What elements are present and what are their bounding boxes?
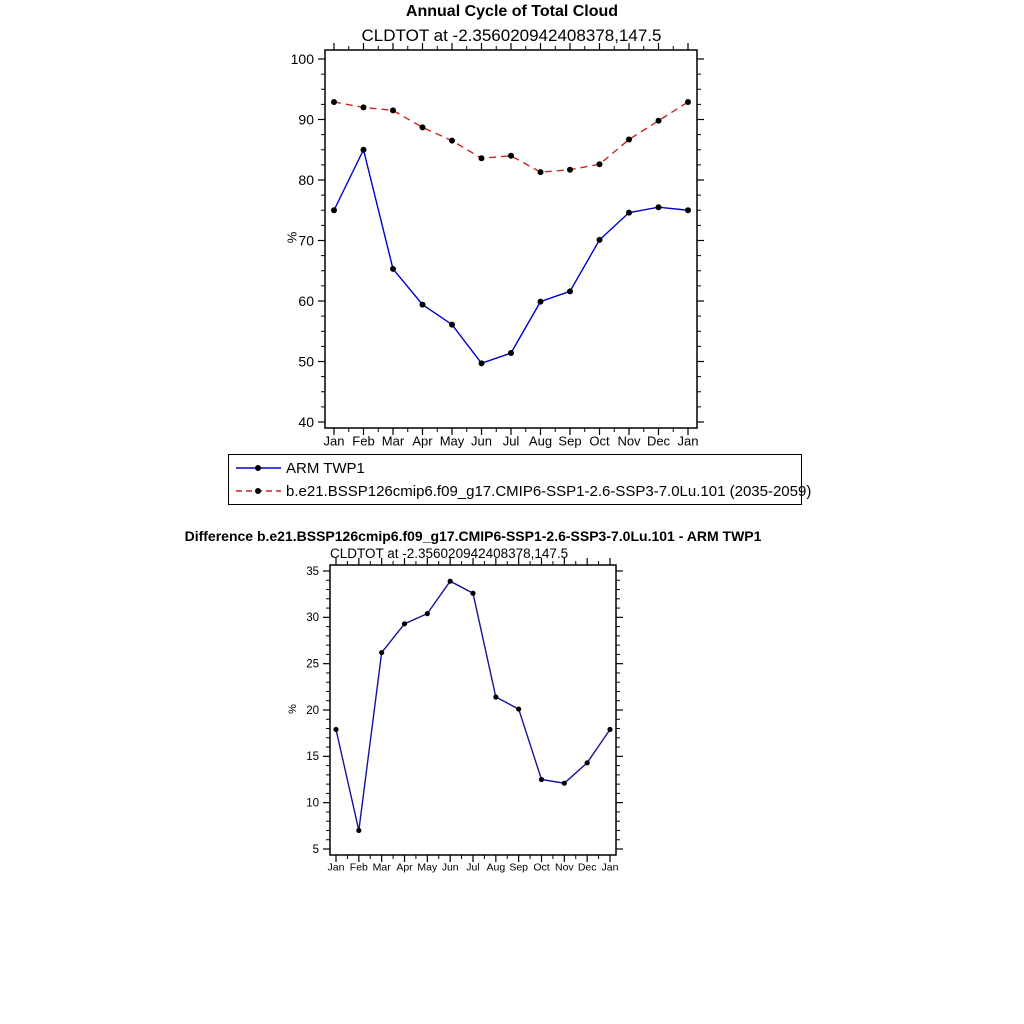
chart2-y-tick-label: 10 <box>306 797 319 810</box>
chart1-plot-frame <box>325 50 697 428</box>
chart1-data-point-marker <box>626 210 632 216</box>
chart2-x-tick-label: Oct <box>533 861 550 874</box>
chart2-x-tick-label: Jul <box>466 861 480 874</box>
chart1-data-point-marker <box>479 155 485 161</box>
chart1-data-point-marker <box>597 237 603 243</box>
chart1-data-point-marker <box>538 169 544 175</box>
chart2-x-tick-label: May <box>417 861 438 874</box>
chart1-data-point-marker <box>361 104 367 110</box>
chart2-x-tick-label: Jan <box>327 861 345 874</box>
chart1-x-tick-label: Mar <box>381 433 405 449</box>
chart2-x-tick-label: Sep <box>509 861 529 874</box>
chart2-data-point-marker <box>585 760 590 765</box>
chart1-data-point-marker <box>361 147 367 153</box>
chart2-data-point-marker <box>425 611 430 616</box>
chart1-data-point-marker <box>626 136 632 142</box>
chart1-data-point-marker <box>390 107 396 113</box>
chart1-x-tick-label: Nov <box>617 433 641 449</box>
chart1-y-tick-label: 70 <box>298 232 314 249</box>
chart1-data-point-marker <box>538 299 544 305</box>
chart2-y-tick-label: 20 <box>306 704 319 717</box>
chart1-x-tick-label: Jan <box>323 433 345 449</box>
chart1-data-point-marker <box>508 350 514 356</box>
chart2-plot-frame <box>330 565 616 855</box>
chart1-y-tick-label: 100 <box>290 50 314 67</box>
chart2-y-tick-label: 15 <box>306 751 319 764</box>
chart2-data-point-marker <box>516 706 521 711</box>
chart1-data-point-marker <box>449 138 455 144</box>
chart2-subtitle: CLDTOT at -2.356020942408378,147.5 <box>330 546 569 561</box>
chart1-data-point-marker <box>656 204 662 210</box>
chart2-data-point-marker <box>356 828 361 833</box>
chart1-x-tick-label: May <box>439 433 465 449</box>
chart2-series-line-0 <box>336 581 610 830</box>
chart2-data-point-marker <box>448 579 453 584</box>
chart1-title: Annual Cycle of Total Cloud <box>405 3 619 20</box>
legend-label-model-run: b.e21.BSSP126cmip6.f09_g17.CMIP6-SSP1-2.6-SSP3-7.0Lu.101 (2035-2059) <box>286 482 812 500</box>
chart1-x-tick-label: Feb <box>352 433 375 449</box>
legend-box <box>228 454 812 505</box>
chart2-y-tick-label: 35 <box>306 565 319 578</box>
chart1-data-point-marker <box>685 99 691 105</box>
chart1-data-point-marker <box>685 207 691 213</box>
legend-label-arm-twp1: ARM TWP1 <box>286 459 365 477</box>
chart2-x-tick-label: Jun <box>441 861 459 874</box>
chart1-data-point-marker <box>331 99 337 105</box>
chart1-y-axis-label: % <box>284 231 300 244</box>
chart1-y-tick-label: 60 <box>298 292 314 309</box>
chart1-x-tick-label: Apr <box>412 433 433 449</box>
legend-key-marker <box>255 488 261 494</box>
legend-key-marker <box>255 465 261 471</box>
chart1-data-point-marker <box>420 124 426 130</box>
chart2-y-tick-label: 30 <box>306 612 319 625</box>
chart1-data-point-marker <box>390 266 396 272</box>
legend-item-arm-twp1 <box>235 457 795 479</box>
chart1-x-tick-label: Jan <box>677 433 699 449</box>
chart2-y-tick-label: 25 <box>306 658 319 671</box>
chart2-data-point-marker <box>539 777 544 782</box>
chart2-data-point-marker <box>333 727 338 732</box>
chart1-data-point-marker <box>567 288 573 294</box>
chart1-subtitle: CLDTOT at -2.356020942408378,147.5 <box>361 26 662 45</box>
chart2-x-tick-label: Apr <box>396 861 413 874</box>
chart2-x-tick-label: Mar <box>372 861 391 874</box>
chart1-data-point-marker <box>656 118 662 124</box>
chart2-x-tick-label: Jan <box>601 861 619 874</box>
chart2-y-tick-label: 5 <box>312 843 319 856</box>
chart1-data-point-marker <box>420 302 426 308</box>
chart2-data-point-marker <box>379 650 384 655</box>
legend-item-model-run <box>235 480 812 502</box>
chart2-y-axis-label: % <box>286 704 299 714</box>
chart1-series-line-1 <box>334 102 688 172</box>
chart2-x-tick-label: Feb <box>349 861 368 874</box>
chart1-data-point-marker <box>449 322 455 328</box>
chart1-data-point-marker <box>331 207 337 213</box>
chart2-data-point-marker <box>470 591 475 596</box>
chart2-data-point-marker <box>402 621 407 626</box>
chart1-x-tick-label: Sep <box>558 433 582 449</box>
legend-key-solid-blue-line <box>235 461 283 475</box>
chart1-x-tick-label: Aug <box>528 433 553 449</box>
chart2-x-tick-label: Aug <box>486 861 506 874</box>
chart1-x-tick-label: Oct <box>589 433 610 449</box>
chart2-data-point-marker <box>607 727 612 732</box>
chart1-y-tick-label: 90 <box>298 111 314 128</box>
chart1-y-tick-label: 50 <box>298 353 314 370</box>
chart2-x-tick-label: Dec <box>577 861 597 874</box>
chart2-data-point-marker <box>493 694 498 699</box>
chart1-data-point-marker <box>508 153 514 159</box>
chart1-data-point-marker <box>597 161 603 167</box>
chart1-series-line-0 <box>334 150 688 364</box>
chart1-x-tick-label: Jul <box>502 433 520 449</box>
chart1-y-tick-label: 40 <box>298 413 314 430</box>
chart1-data-point-marker <box>567 167 573 173</box>
chart1-x-tick-label: Jun <box>471 433 492 449</box>
chart2-data-point-marker <box>562 781 567 786</box>
chart2-title: Difference b.e21.BSSP126cmip6.f09_g17.CMIP6-SSP1-2.6-SSP3-7.0Lu.101 - ARM TWP1 <box>184 528 762 544</box>
chart2-x-tick-label: Nov <box>554 861 574 874</box>
legend-key-dashed-red-line <box>235 484 283 498</box>
chart1-data-point-marker <box>479 360 485 366</box>
chart1-y-tick-label: 80 <box>298 171 314 188</box>
chart1-x-tick-label: Dec <box>646 433 671 449</box>
